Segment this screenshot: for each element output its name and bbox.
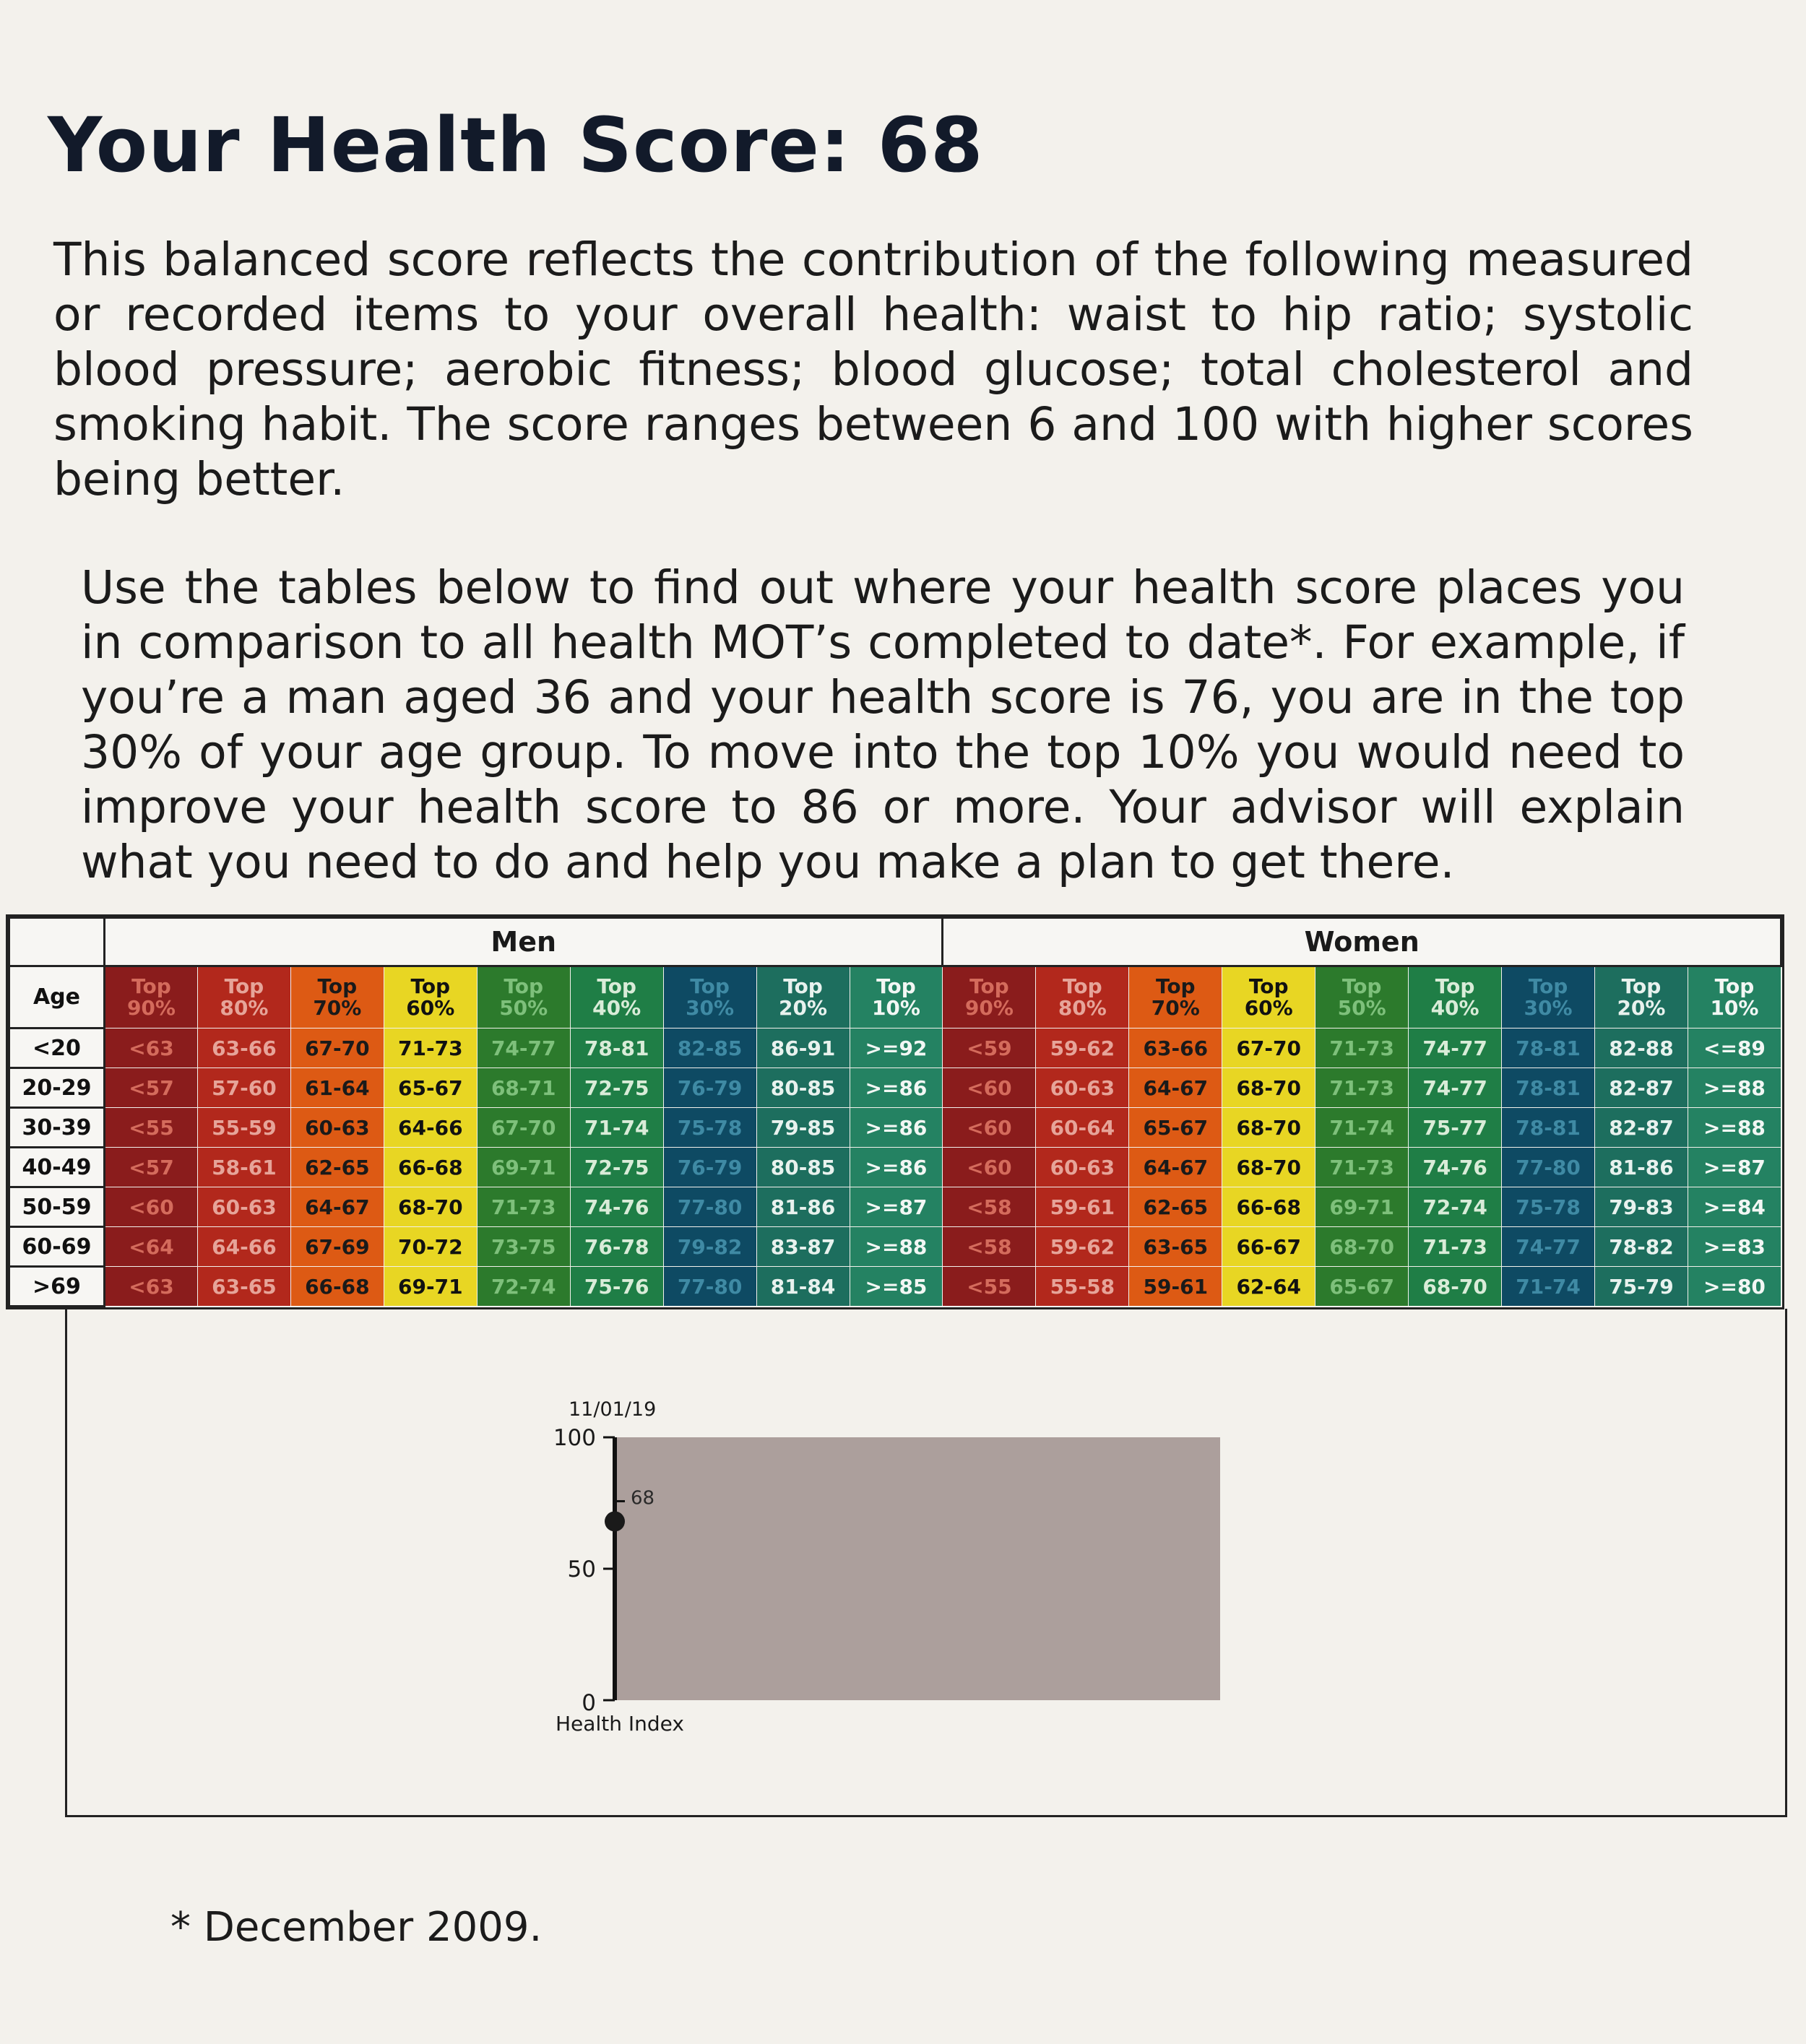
men-score-cell: 64-66 xyxy=(197,1227,290,1267)
women-score-cell: 65-67 xyxy=(1315,1267,1409,1307)
women-score-cell: <55 xyxy=(943,1267,1036,1307)
women-band-header: Top 30% xyxy=(1502,966,1595,1029)
men-score-cell: 66-68 xyxy=(384,1148,477,1187)
women-score-cell: 71-73 xyxy=(1315,1068,1409,1108)
health-index-chart xyxy=(67,1309,1789,1817)
women-score-cell: >=83 xyxy=(1688,1227,1781,1267)
women-band-header: Top 80% xyxy=(1036,966,1129,1029)
men-score-cell: >=86 xyxy=(850,1068,943,1108)
women-score-cell: 62-64 xyxy=(1222,1267,1315,1307)
men-score-cell: 82-85 xyxy=(663,1029,756,1068)
men-score-cell: 76-79 xyxy=(663,1148,756,1187)
women-score-cell: <60 xyxy=(943,1108,1036,1148)
women-score-cell: 78-81 xyxy=(1502,1108,1595,1148)
women-score-cell: 82-87 xyxy=(1595,1108,1688,1148)
men-score-cell: 74-77 xyxy=(477,1029,570,1068)
men-score-cell: 68-70 xyxy=(384,1187,477,1227)
women-score-cell: <58 xyxy=(943,1227,1036,1267)
men-score-cell: <57 xyxy=(105,1148,198,1187)
men-score-cell: >=92 xyxy=(850,1029,943,1068)
women-band-header: Top 50% xyxy=(1315,966,1409,1029)
men-score-cell: 71-73 xyxy=(477,1187,570,1227)
women-score-cell: 81-86 xyxy=(1595,1148,1688,1187)
men-score-cell: 58-61 xyxy=(197,1148,290,1187)
women-score-cell: 71-73 xyxy=(1315,1148,1409,1187)
y-tick-label: 0 xyxy=(582,1690,596,1716)
women-score-cell: 65-67 xyxy=(1129,1108,1222,1148)
women-score-cell: 59-62 xyxy=(1036,1029,1129,1068)
data-point xyxy=(605,1511,625,1531)
women-score-cell: 71-74 xyxy=(1315,1108,1409,1148)
men-score-cell: <55 xyxy=(105,1108,198,1148)
women-score-cell: 77-80 xyxy=(1502,1148,1595,1187)
men-score-cell: <57 xyxy=(105,1068,198,1108)
women-score-cell: >=88 xyxy=(1688,1108,1781,1148)
men-score-cell: 67-70 xyxy=(477,1108,570,1148)
men-score-cell: >=85 xyxy=(850,1267,943,1307)
women-score-cell: 78-81 xyxy=(1502,1068,1595,1108)
men-score-cell: 67-69 xyxy=(290,1227,384,1267)
men-band-header: Top 10% xyxy=(850,966,943,1029)
women-score-cell: 68-70 xyxy=(1222,1148,1315,1187)
health-index-chart-frame xyxy=(65,1309,1787,1817)
men-score-cell: >=88 xyxy=(850,1227,943,1267)
women-score-cell: 75-77 xyxy=(1409,1108,1502,1148)
age-band-label: <20 xyxy=(9,1029,105,1068)
women-score-cell: 74-77 xyxy=(1409,1068,1502,1108)
women-score-cell: 71-73 xyxy=(1409,1227,1502,1267)
women-score-cell: 60-63 xyxy=(1036,1148,1129,1187)
men-band-header: Top 50% xyxy=(477,966,570,1029)
women-score-cell: <59 xyxy=(943,1029,1036,1068)
men-score-cell: 72-75 xyxy=(570,1068,663,1108)
men-score-cell: 75-78 xyxy=(663,1108,756,1148)
women-score-cell: 82-88 xyxy=(1595,1029,1688,1068)
women-score-cell: 60-63 xyxy=(1036,1068,1129,1108)
women-score-cell: 68-70 xyxy=(1315,1227,1409,1267)
data-point-label: 68 xyxy=(631,1487,655,1510)
comparison-instructions: Use the tables below to find out where your health score places you in comparison to all health MOT’s completed to date*. For example, if you’re a man aged 36 and your health score is 76, you are in the top 30% of your age group. To move into the top 10% you would need to improve your health score to 86 or more. Your advisor will explain what you need to do and help you make a plan to get there. xyxy=(81,561,1685,888)
women-score-cell: 78-82 xyxy=(1595,1227,1688,1267)
men-band-header: Top 90% xyxy=(105,966,198,1029)
age-band-label: 30-39 xyxy=(9,1108,105,1148)
men-score-cell: 70-72 xyxy=(384,1227,477,1267)
men-score-cell: 69-71 xyxy=(384,1267,477,1307)
men-score-cell: >=87 xyxy=(850,1187,943,1227)
x-axis-label: Health Index xyxy=(556,1712,684,1736)
men-band-header: Top 40% xyxy=(570,966,663,1029)
women-score-cell: 63-65 xyxy=(1129,1227,1222,1267)
women-score-cell: 75-79 xyxy=(1595,1267,1688,1307)
percentile-table xyxy=(6,914,1784,1309)
men-score-cell: 55-59 xyxy=(197,1108,290,1148)
age-band-label: 20-29 xyxy=(9,1068,105,1108)
women-score-cell: 60-64 xyxy=(1036,1108,1129,1148)
women-score-cell: 59-62 xyxy=(1036,1227,1129,1267)
women-score-cell: >=87 xyxy=(1688,1148,1781,1187)
men-band-header: Top 70% xyxy=(290,966,384,1029)
women-score-cell: 82-87 xyxy=(1595,1068,1688,1108)
men-score-cell: 76-78 xyxy=(570,1227,663,1267)
footnote: * December 2009. xyxy=(170,1904,543,1951)
table-row xyxy=(9,1029,1781,1068)
women-score-cell: 79-83 xyxy=(1595,1187,1688,1227)
women-score-cell: 71-73 xyxy=(1315,1029,1409,1068)
men-band-header: Top 20% xyxy=(756,966,850,1029)
women-score-cell: 68-70 xyxy=(1222,1068,1315,1108)
women-score-cell: <60 xyxy=(943,1068,1036,1108)
men-score-cell: 57-60 xyxy=(197,1068,290,1108)
women-band-header: Top 40% xyxy=(1409,966,1502,1029)
table-row xyxy=(9,1068,1781,1108)
chart-date-label: 11/01/19 xyxy=(569,1398,657,1421)
men-score-cell: 72-75 xyxy=(570,1148,663,1187)
men-score-cell: >=86 xyxy=(850,1148,943,1187)
women-score-cell: 71-74 xyxy=(1502,1267,1595,1307)
men-band-header: Top 60% xyxy=(384,966,477,1029)
women-band-header: Top 60% xyxy=(1222,966,1315,1029)
women-band-header: Top 90% xyxy=(943,966,1036,1029)
women-score-cell: >=80 xyxy=(1688,1267,1781,1307)
women-band-header: Top 20% xyxy=(1595,966,1688,1029)
men-score-cell: 66-68 xyxy=(290,1267,384,1307)
men-group-header: Men xyxy=(105,918,943,966)
men-score-cell: 73-75 xyxy=(477,1227,570,1267)
women-score-cell: 64-67 xyxy=(1129,1068,1222,1108)
men-score-cell: 61-64 xyxy=(290,1068,384,1108)
men-score-cell: 81-84 xyxy=(756,1267,850,1307)
women-score-cell: 74-77 xyxy=(1409,1029,1502,1068)
women-score-cell: 75-78 xyxy=(1502,1187,1595,1227)
men-score-cell: 81-86 xyxy=(756,1187,850,1227)
men-score-cell: 67-70 xyxy=(290,1029,384,1068)
women-score-cell: 67-70 xyxy=(1222,1029,1315,1068)
women-score-cell: 55-58 xyxy=(1036,1267,1129,1307)
men-score-cell: <63 xyxy=(105,1029,198,1068)
age-band-label: 60-69 xyxy=(9,1227,105,1267)
men-score-cell: 64-66 xyxy=(384,1108,477,1148)
y-axis-ticks xyxy=(553,1425,615,1716)
men-score-cell: 86-91 xyxy=(756,1029,850,1068)
men-score-cell: 75-76 xyxy=(570,1267,663,1307)
men-band-header: Top 80% xyxy=(197,966,290,1029)
score-rows xyxy=(9,1029,1781,1307)
men-score-cell: 77-80 xyxy=(663,1267,756,1307)
men-score-cell: 64-67 xyxy=(290,1187,384,1227)
men-score-cell: 60-63 xyxy=(290,1108,384,1148)
table-row xyxy=(9,1108,1781,1148)
score-percentile-grid xyxy=(8,917,1782,1307)
men-score-cell: 60-63 xyxy=(197,1187,290,1227)
age-band-label: >69 xyxy=(9,1267,105,1307)
women-score-cell: 74-77 xyxy=(1502,1227,1595,1267)
table-row xyxy=(9,1227,1781,1267)
men-score-cell: 62-65 xyxy=(290,1148,384,1187)
women-score-cell: 59-61 xyxy=(1129,1267,1222,1307)
men-score-cell: 79-85 xyxy=(756,1108,850,1148)
men-score-cell: >=86 xyxy=(850,1108,943,1148)
women-score-cell: 64-67 xyxy=(1129,1148,1222,1187)
men-score-cell: 83-87 xyxy=(756,1227,850,1267)
men-score-cell: 76-79 xyxy=(663,1068,756,1108)
y-tick-label: 100 xyxy=(553,1425,596,1451)
men-score-cell: 68-71 xyxy=(477,1068,570,1108)
score-description: This balanced score reflects the contribution of the following measured or recorded items to your overall health: waist to hip ratio; systolic blood pressure; aerobic fitness; blood glucose; total cholesterol and smoking habit. The score ranges between 6 and 100 with higher scores being better. xyxy=(53,233,1693,506)
band-header-row xyxy=(9,966,1781,1029)
table-row xyxy=(9,1187,1781,1227)
men-score-cell: 63-65 xyxy=(197,1267,290,1307)
men-score-cell: 77-80 xyxy=(663,1187,756,1227)
table-row xyxy=(9,1267,1781,1307)
women-band-header: Top 70% xyxy=(1129,966,1222,1029)
women-score-cell: >=84 xyxy=(1688,1187,1781,1227)
men-score-cell: 65-67 xyxy=(384,1068,477,1108)
y-tick-label: 50 xyxy=(567,1556,596,1582)
men-score-cell: 71-73 xyxy=(384,1029,477,1068)
women-band-header: Top 10% xyxy=(1688,966,1781,1029)
men-score-cell: <63 xyxy=(105,1267,198,1307)
men-score-cell: <64 xyxy=(105,1227,198,1267)
table-corner xyxy=(9,918,105,966)
men-band-header: Top 30% xyxy=(663,966,756,1029)
women-group-header: Women xyxy=(943,918,1781,966)
men-score-cell: 79-82 xyxy=(663,1227,756,1267)
plot-area xyxy=(615,1437,1220,1700)
women-score-cell: 74-76 xyxy=(1409,1148,1502,1187)
women-score-cell: 63-66 xyxy=(1129,1029,1222,1068)
age-column-header: Age xyxy=(9,966,105,1029)
women-score-cell: >=88 xyxy=(1688,1068,1781,1108)
men-score-cell: 63-66 xyxy=(197,1029,290,1068)
men-score-cell: 71-74 xyxy=(570,1108,663,1148)
men-score-cell: 80-85 xyxy=(756,1148,850,1187)
women-score-cell: 78-81 xyxy=(1502,1029,1595,1068)
age-band-label: 40-49 xyxy=(9,1148,105,1187)
women-score-cell: 66-68 xyxy=(1222,1187,1315,1227)
men-score-cell: 78-81 xyxy=(570,1029,663,1068)
women-score-cell: <58 xyxy=(943,1187,1036,1227)
women-score-cell: 59-61 xyxy=(1036,1187,1129,1227)
women-score-cell: 69-71 xyxy=(1315,1187,1409,1227)
women-score-cell: 62-65 xyxy=(1129,1187,1222,1227)
women-score-cell: 66-67 xyxy=(1222,1227,1315,1267)
women-score-cell: 68-70 xyxy=(1222,1108,1315,1148)
women-score-cell: <=89 xyxy=(1688,1029,1781,1068)
men-score-cell: <60 xyxy=(105,1187,198,1227)
men-score-cell: 80-85 xyxy=(756,1068,850,1108)
page-title: Your Health Score: 68 xyxy=(48,101,984,189)
age-band-label: 50-59 xyxy=(9,1187,105,1227)
table-row xyxy=(9,1148,1781,1187)
women-score-cell: <60 xyxy=(943,1148,1036,1187)
men-score-cell: 72-74 xyxy=(477,1267,570,1307)
women-score-cell: 68-70 xyxy=(1409,1267,1502,1307)
men-score-cell: 69-71 xyxy=(477,1148,570,1187)
men-score-cell: 74-76 xyxy=(570,1187,663,1227)
women-score-cell: 72-74 xyxy=(1409,1187,1502,1227)
